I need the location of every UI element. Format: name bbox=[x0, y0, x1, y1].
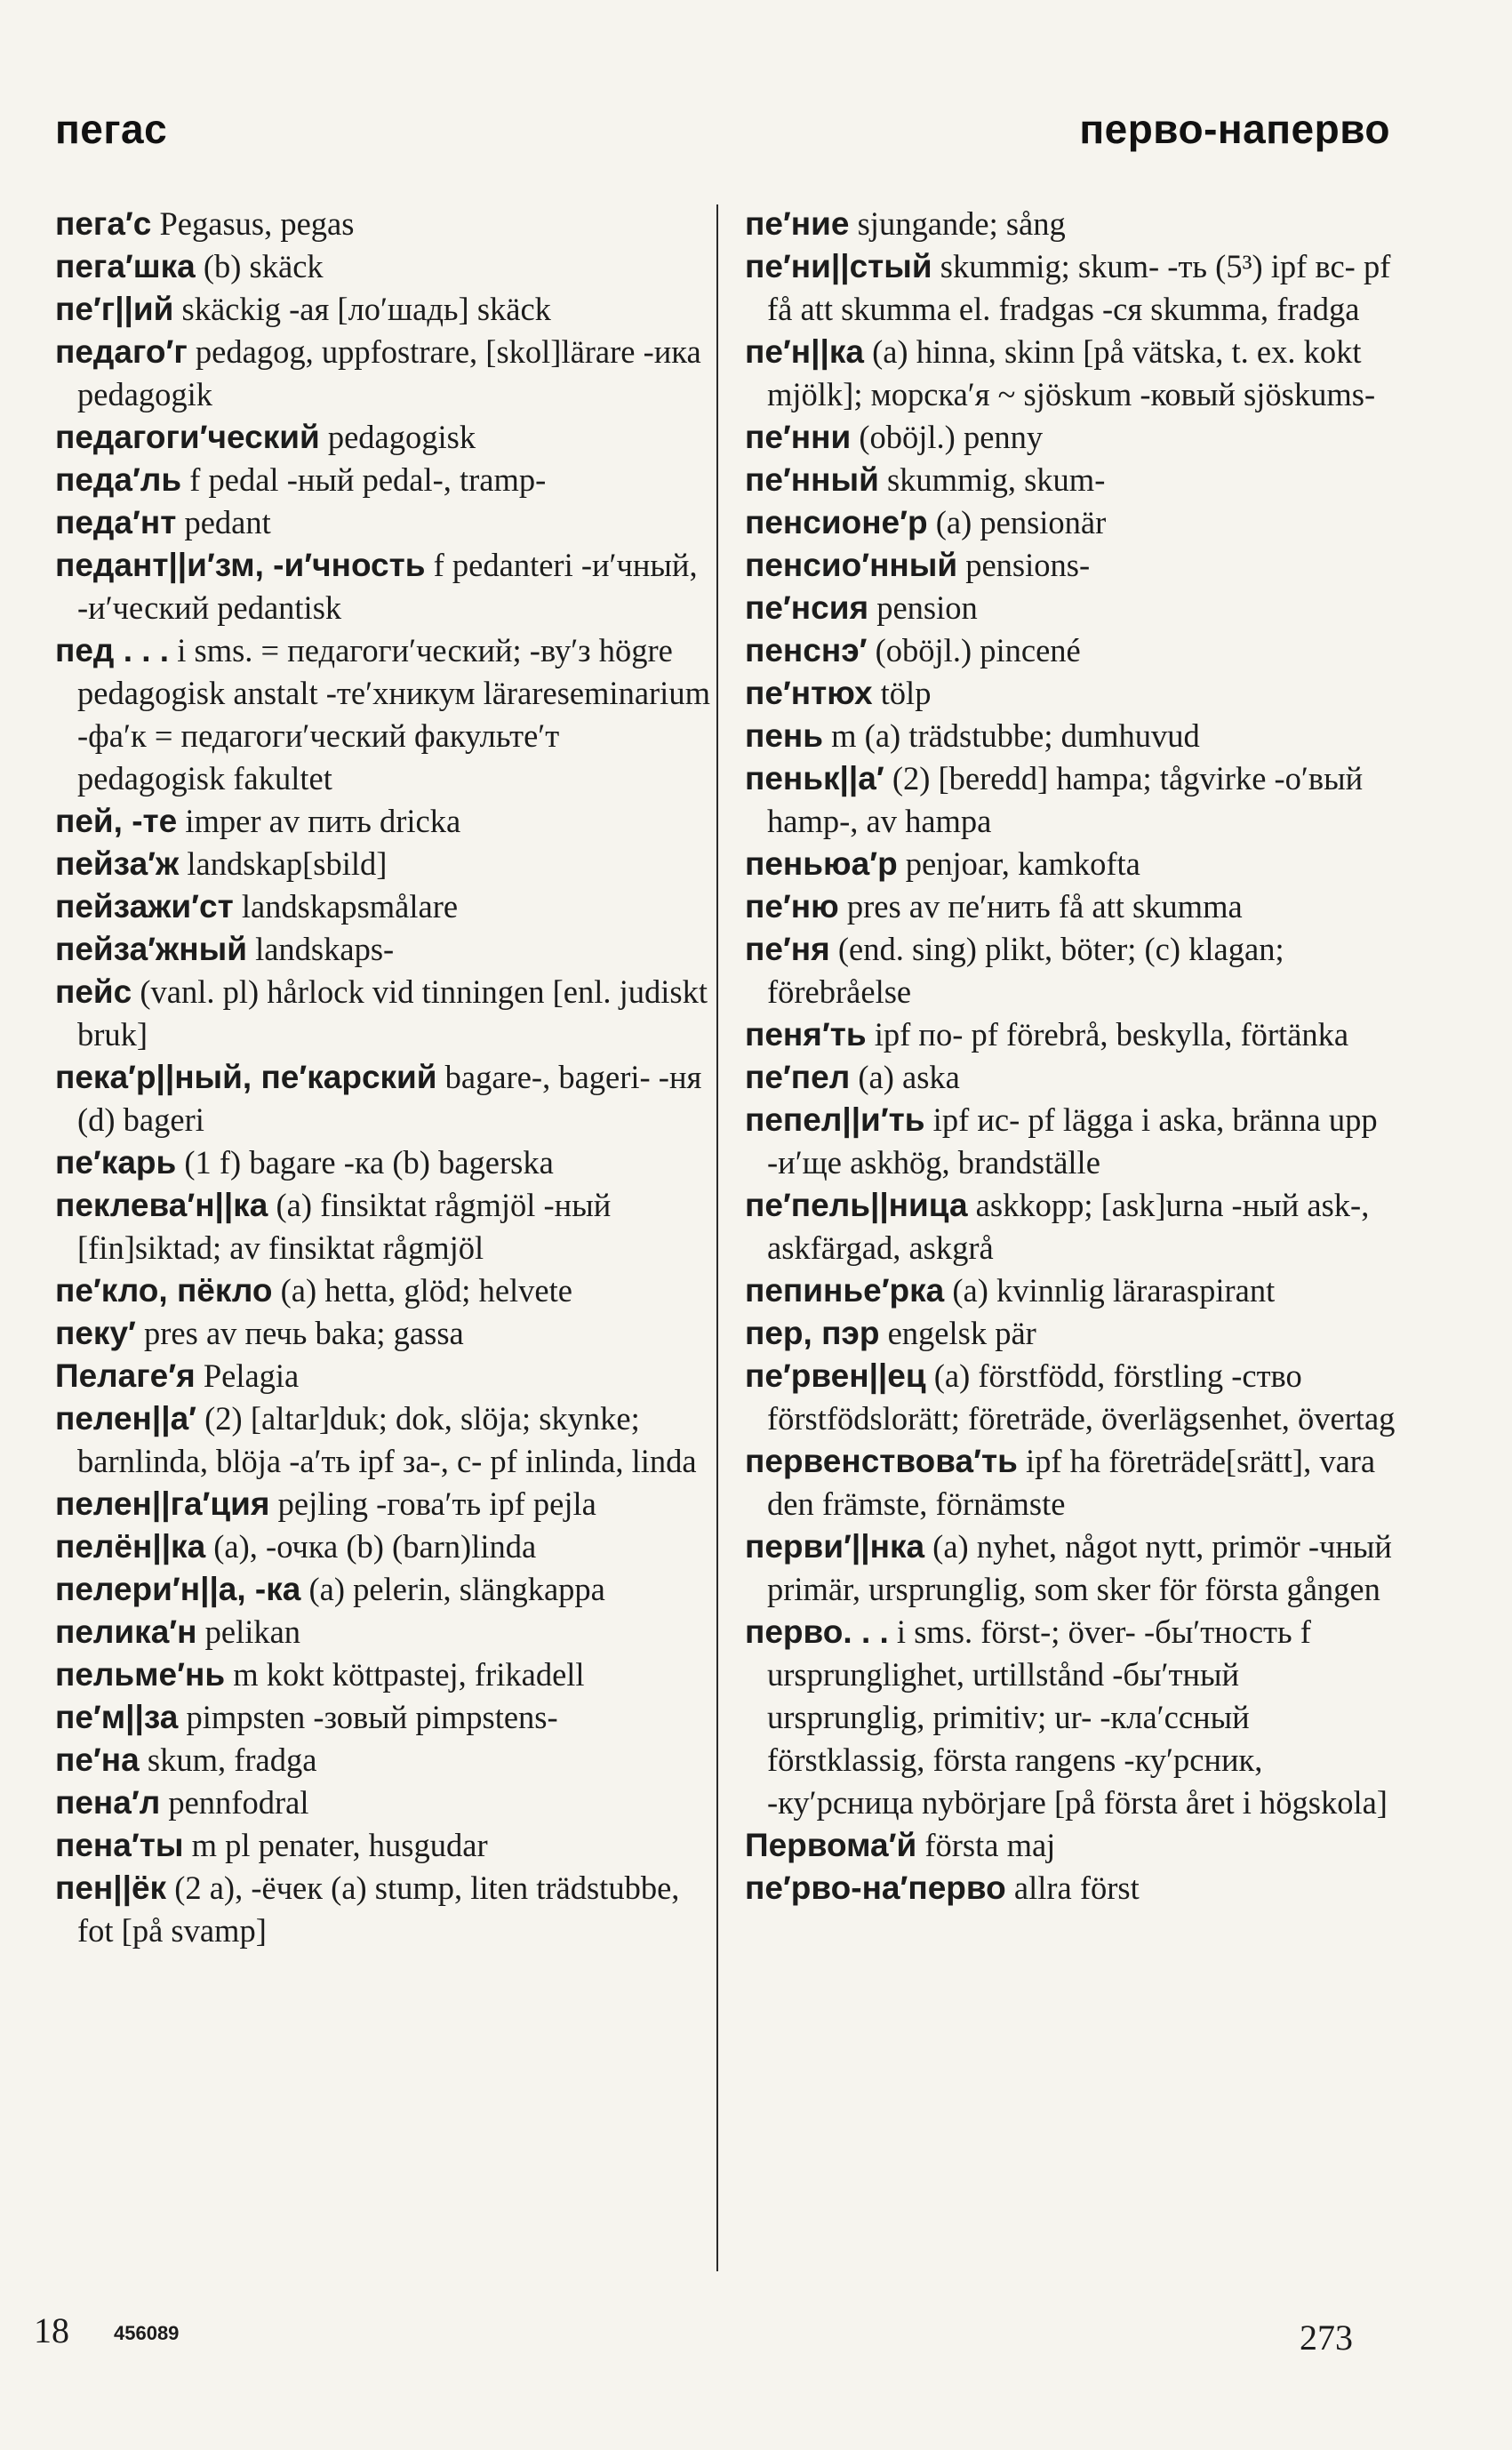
entry-headword: перво. . . bbox=[745, 1613, 889, 1650]
entry-headword: пелери′н||а, -ка bbox=[55, 1571, 301, 1607]
dictionary-entry bbox=[55, 1483, 713, 1525]
entry-headword: пена′ты bbox=[55, 1827, 184, 1863]
dictionary-entry bbox=[55, 1184, 713, 1269]
entry-definition: penjoar, kamkofta bbox=[897, 845, 1140, 882]
entry-headword: пе′ние bbox=[745, 205, 850, 242]
dictionary-entry bbox=[55, 1739, 713, 1781]
entry-definition: pres av печь baka; gassa bbox=[135, 1315, 464, 1351]
entry-definition: första maj bbox=[916, 1827, 1056, 1863]
dictionary-entry bbox=[55, 1525, 713, 1568]
entry-definition: m kokt köttpastej, frikadell bbox=[225, 1656, 585, 1693]
entry-headword: первенствова′ть bbox=[745, 1443, 1018, 1479]
dictionary-entry bbox=[745, 416, 1403, 459]
entry-headword: пелика′н bbox=[55, 1613, 197, 1650]
dictionary-entry bbox=[745, 331, 1403, 416]
entry-definition: skummig; skum- -ть (5³) ipf вс- pf få att skumma el. fradgas -ся skumma, fradga bbox=[767, 248, 1391, 327]
running-head-right: перво-наперво bbox=[1079, 106, 1390, 152]
dictionary-entry bbox=[55, 1355, 713, 1397]
entry-headword: перви′||нка bbox=[745, 1528, 925, 1565]
entry-definition: i sms. först-; över- -бы′тность f ursprunglighet, urtillstånd -бы′тный ursprunglig, primitiv; ur- -кла′ссный förstklassig, första rangens -ку′рсник, -ку′рсница nybörjare [på första året i högskola] bbox=[767, 1613, 1388, 1821]
dictionary-entry bbox=[55, 1611, 713, 1653]
page-number-left: 18 bbox=[34, 2310, 69, 2350]
entry-definition: (a) kvinnlig läraraspirant bbox=[944, 1272, 1276, 1309]
entry-headword: пенсио′нный bbox=[745, 547, 958, 583]
entry-headword: пе′на bbox=[55, 1741, 140, 1778]
entry-definition: tölp bbox=[872, 675, 932, 711]
entry-headword: пеку′ bbox=[55, 1315, 136, 1351]
entry-definition: skummig, skum- bbox=[878, 461, 1106, 498]
dictionary-entry bbox=[55, 288, 713, 331]
entry-headword: пе′карь bbox=[55, 1144, 177, 1181]
entry-definition: bagare-, bageri- -ня (d) bageri bbox=[77, 1059, 702, 1138]
dictionary-entry bbox=[55, 1269, 713, 1312]
dictionary-entry bbox=[55, 203, 713, 245]
entry-headword: пена′л bbox=[55, 1784, 161, 1821]
entry-definition: skum, fradga bbox=[139, 1741, 317, 1778]
entry-headword: пейзажи′ст bbox=[55, 888, 234, 925]
entry-headword: пелён||ка bbox=[55, 1528, 206, 1565]
entry-definition: f pedal -ный pedal-, tramp- bbox=[181, 461, 547, 498]
dictionary-entry bbox=[745, 1013, 1403, 1056]
entry-headword: пе′пел bbox=[745, 1059, 851, 1095]
dictionary-entry bbox=[55, 1824, 713, 1867]
dictionary-entry bbox=[745, 1440, 1403, 1525]
dictionary-entry bbox=[745, 629, 1403, 672]
entry-definition: skäckig -ая [ло′шадь] skäck bbox=[173, 291, 551, 327]
dictionary-entry bbox=[55, 245, 713, 288]
entry-definition: (2) [altar]duk; dok, slöja; skynke; barnlinda, blöja -а′ть ipf за-, с- pf inlinda, linda bbox=[77, 1400, 697, 1479]
dictionary-entry bbox=[55, 1781, 713, 1824]
entry-headword: пе′м||за bbox=[55, 1699, 179, 1735]
dictionary-entry bbox=[745, 1867, 1403, 1910]
entry-definition: (a) pensionär bbox=[927, 504, 1107, 540]
entry-definition: landskaps- bbox=[246, 931, 395, 967]
entry-headword: пе′нтюх bbox=[745, 675, 873, 711]
dictionary-entry bbox=[745, 501, 1403, 544]
dictionary-entry bbox=[745, 459, 1403, 501]
dictionary-entry bbox=[745, 1184, 1403, 1269]
entry-headword: пе′рво-на′перво bbox=[745, 1870, 1006, 1906]
dictionary-entry bbox=[745, 1525, 1403, 1611]
entry-headword: пе′нный bbox=[745, 461, 879, 498]
entry-headword: пе′нни bbox=[745, 419, 852, 455]
entry-definition: allra först bbox=[1005, 1870, 1140, 1906]
right-column bbox=[745, 203, 1403, 1910]
dictionary-entry bbox=[745, 672, 1403, 715]
dictionary-entry bbox=[55, 843, 713, 885]
entry-definition: pres av пе′нить få att skumma bbox=[838, 888, 1243, 925]
dictionary-entry bbox=[55, 629, 713, 800]
entry-headword: пей, -те bbox=[55, 803, 178, 839]
entry-headword: пе′ню bbox=[745, 888, 839, 925]
entry-definition: (a) pelerin, slängkappa bbox=[300, 1571, 605, 1607]
entry-headword: педа′нт bbox=[55, 504, 177, 540]
entry-headword: пен||ёк bbox=[55, 1870, 167, 1906]
entry-definition: askkopp; [ask]urna -ный ask-, askfärgad, askgrå bbox=[767, 1187, 1370, 1266]
entry-definition: ipf ис- pf lägga i aska, bränna upp -и′ще askhög, brandställe bbox=[767, 1101, 1378, 1181]
entry-definition: (b) skäck bbox=[195, 248, 324, 284]
dictionary-entry bbox=[55, 1867, 713, 1952]
dictionary-entry bbox=[745, 715, 1403, 757]
entry-definition: pensions- bbox=[957, 547, 1091, 583]
entry-headword: пе′пель||ница bbox=[745, 1187, 968, 1223]
entry-definition: landskapsmålare bbox=[233, 888, 459, 925]
entry-headword: пе′г||ий bbox=[55, 291, 174, 327]
entry-definition: pelikan bbox=[196, 1613, 301, 1650]
dictionary-entry bbox=[745, 203, 1403, 245]
dictionary-entry bbox=[745, 1611, 1403, 1824]
dictionary-entry bbox=[55, 1568, 713, 1611]
entry-headword: пейза′жный bbox=[55, 931, 247, 967]
dictionary-entry bbox=[55, 1696, 713, 1739]
entry-definition: landskap[sbild] bbox=[179, 845, 388, 882]
entry-definition: ipf по- pf förebrå, beskylla, förtänka bbox=[866, 1016, 1349, 1053]
dictionary-entry bbox=[55, 331, 713, 416]
entry-headword: Первома′й bbox=[745, 1827, 917, 1863]
dictionary-entry bbox=[745, 757, 1403, 843]
entry-headword: пелен||га′ция bbox=[55, 1485, 270, 1522]
entry-headword: пега′шка bbox=[55, 248, 196, 284]
entry-definition: (a) aska bbox=[850, 1059, 960, 1095]
dictionary-entry bbox=[55, 800, 713, 843]
dictionary-entry bbox=[745, 544, 1403, 587]
entry-definition: Pegasus, pegas bbox=[151, 205, 355, 242]
dictionary-entry bbox=[55, 416, 713, 459]
dictionary-entry bbox=[745, 1056, 1403, 1099]
left-column bbox=[55, 203, 713, 1952]
entry-headword: педагоги′ческий bbox=[55, 419, 320, 455]
entry-definition: engelsk pär bbox=[879, 1315, 1036, 1351]
dictionary-entry bbox=[55, 1056, 713, 1141]
dictionary-entry bbox=[55, 928, 713, 971]
entry-headword: пеньюа′р bbox=[745, 845, 898, 882]
entry-headword: пе′ня bbox=[745, 931, 830, 967]
dictionary-entry bbox=[745, 928, 1403, 1013]
entry-definition: pimpsten -зовый pimpstens- bbox=[178, 1699, 558, 1735]
entry-headword: педа′ль bbox=[55, 461, 182, 498]
dictionary-entry bbox=[745, 843, 1403, 885]
dictionary-entry bbox=[745, 1312, 1403, 1355]
entry-headword: пе′н||ка bbox=[745, 333, 864, 370]
entry-headword: пека′р||ный, пе′карский bbox=[55, 1059, 437, 1095]
entry-definition: Pelagia bbox=[195, 1357, 300, 1394]
entry-headword: пельме′нь bbox=[55, 1656, 226, 1693]
dictionary-entry bbox=[745, 1269, 1403, 1312]
entry-definition: (end. sing) plikt, böter; (c) klagan; förebråelse bbox=[767, 931, 1284, 1010]
dictionary-entry bbox=[55, 1397, 713, 1483]
entry-definition: (vanl. pl) hårlock vid tinningen [enl. judiskt bruk] bbox=[77, 973, 708, 1053]
entry-definition: pedagogisk bbox=[319, 419, 476, 455]
entry-definition: (a) hetta, glöd; helvete bbox=[272, 1272, 572, 1309]
entry-definition: pejling -гова′ть ipf pejla bbox=[269, 1485, 596, 1522]
dictionary-entry bbox=[55, 459, 713, 501]
entry-headword: пе′рвен||ец bbox=[745, 1357, 926, 1394]
dictionary-entry bbox=[745, 587, 1403, 629]
entry-definition: ipf ha företräde[srätt], vara den främste, förnämste bbox=[767, 1443, 1376, 1522]
entry-headword: пень bbox=[745, 717, 824, 754]
dictionary-entry bbox=[55, 885, 713, 928]
dictionary-entry bbox=[55, 1653, 713, 1696]
entry-definition: pedant bbox=[176, 504, 271, 540]
entry-definition: i sms. = педагоги′ческий; -ву′з högre pedagogisk anstalt -те′хникум lärareseminarium -фа′к = педагоги′ческий факульте′т pedagogisk fakultet bbox=[77, 632, 710, 797]
running-head-left: пегас bbox=[55, 106, 168, 152]
entry-definition: m pl penater, husgudar bbox=[183, 1827, 488, 1863]
entry-definition: pennfodral bbox=[160, 1784, 309, 1821]
entry-definition: f pedanteri -и′чный, -и′ческий pedantisk bbox=[77, 547, 698, 626]
column-divider bbox=[716, 204, 718, 2271]
entry-headword: педаго′г bbox=[55, 333, 188, 370]
entry-definition: (a) hinna, skinn [på vätska, t. ex. kokt mjölk]; морска′я ~ sjöskum -ковый sjöskums- bbox=[767, 333, 1376, 412]
dictionary-entry bbox=[745, 245, 1403, 331]
entry-headword: пенсионе′р bbox=[745, 504, 928, 540]
dictionary-entry bbox=[745, 885, 1403, 928]
entry-definition: (a), -очка (b) (barn)linda bbox=[205, 1528, 537, 1565]
entry-definition: (oböjl.) penny bbox=[851, 419, 1044, 455]
entry-headword: педант||и′зм, -и′чность bbox=[55, 547, 426, 583]
entry-headword: пепел||и′ть bbox=[745, 1101, 925, 1138]
dictionary-entry bbox=[55, 501, 713, 544]
entry-definition: (a) förstfödd, förstling -ство förstfödslorätt; företräde, överlägsenhet, övertag bbox=[767, 1357, 1396, 1437]
entry-headword: пейза′ж bbox=[55, 845, 180, 882]
dictionary-entry bbox=[745, 1824, 1403, 1867]
dictionary-entry bbox=[55, 971, 713, 1056]
entry-definition: (a) nyhet, något nytt, primör -чный primär, ursprunglig, som sker för första gången bbox=[767, 1528, 1392, 1607]
entry-definition: (2) [beredd] hampa; tågvirke -о′вый hamp-, av hampa bbox=[767, 760, 1364, 839]
entry-headword: пеня′ть bbox=[745, 1016, 867, 1053]
entry-headword: пеклева′н||ка bbox=[55, 1187, 268, 1223]
entry-headword: пенснэ′ bbox=[745, 632, 868, 669]
entry-headword: пелен||а′ bbox=[55, 1400, 197, 1437]
entry-headword: пеньк||а′ bbox=[745, 760, 884, 797]
entry-headword: пега′с bbox=[55, 205, 152, 242]
entry-headword: пе′нсия bbox=[745, 589, 869, 626]
dictionary-entry bbox=[745, 1355, 1403, 1440]
page-number-right: 273 bbox=[1300, 2318, 1353, 2358]
entry-definition: (a) finsiktat rågmjöl -ный [fin]siktad; av finsiktat rågmjöl bbox=[77, 1187, 612, 1266]
entry-headword: пед . . . bbox=[55, 632, 170, 669]
entry-definition: (2 a), -ёчек (a) stump, liten trädstubbe, fot [på svamp] bbox=[77, 1870, 680, 1949]
entry-headword: пер, пэр bbox=[745, 1315, 880, 1351]
entry-definition: (oböjl.) pincené bbox=[867, 632, 1081, 669]
entry-definition: sjungande; sång bbox=[849, 205, 1066, 242]
entry-definition: (1 f) bagare -ка (b) bagerska bbox=[176, 1144, 554, 1181]
entry-headword: пепинье′рка bbox=[745, 1272, 945, 1309]
entry-headword: Пелаге′я bbox=[55, 1357, 196, 1394]
dictionary-entry bbox=[55, 1141, 713, 1184]
entry-headword: пе′кло, пёкло bbox=[55, 1272, 273, 1309]
entry-definition: pedagog, uppfostrare, [skol]lärare -ика pedagogik bbox=[77, 333, 701, 412]
dictionary-entry bbox=[55, 1312, 713, 1355]
entry-headword: пейс bbox=[55, 973, 132, 1010]
entry-definition: m (a) trädstubbe; dumhuvud bbox=[823, 717, 1200, 754]
print-code: 456089 bbox=[114, 2322, 180, 2344]
entry-definition: imper av пить dricka bbox=[177, 803, 461, 839]
dictionary-entry bbox=[55, 544, 713, 629]
entry-definition: pension bbox=[868, 589, 978, 626]
entry-headword: пе′ни||стый bbox=[745, 248, 932, 284]
dictionary-entry bbox=[745, 1099, 1403, 1184]
